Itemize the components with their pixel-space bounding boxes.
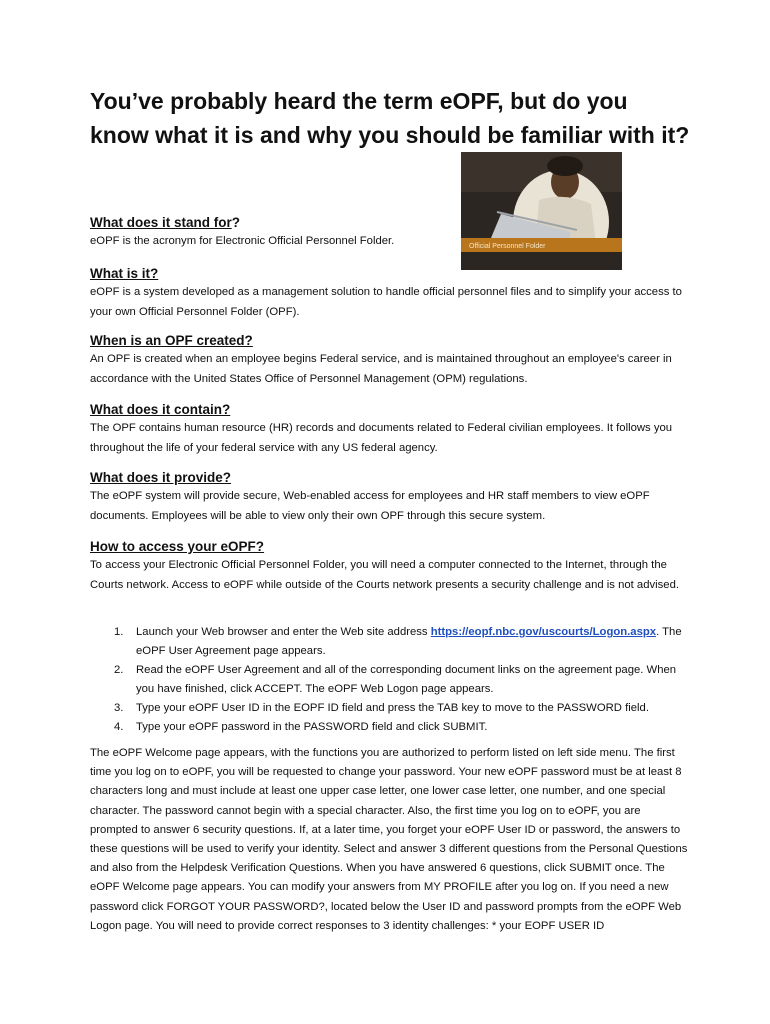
photo-caption: Official Personnel Folder xyxy=(469,243,546,250)
closing-paragraph: The eOPF Welcome page appears, with the functions you are authorized to perform listed on left side menu. The first time you log on to eOPF, you will be requested to change your password. Your new eOPF password must be at least 8 characters long and must include at least one upper case letter, one lower case letter, one number, and one special character. The password cannot begin with a special character. Also, the first time you log on to eOPF, you are prompted to answer 6 security questions. If, at a later time, you forget your eOPF User ID or password, the answers to these questions will be used to verify your identity. Select and answer 3 different questions from the Personal Questions and also from the Helpdesk Verification Questions. When you have answered 6 questions, click SUBMIT once. The eOPF Welcome page appears. You can modify your answers from MY PROFILE after you log on. If you need a new password click FORGOT YOUR PASSWORD?, located below the User ID and password prompts from the eOPF Web Logon page. You will need to provide correct responses to 3 identity challenges: * your EOPF USER ID xyxy=(90,747,688,932)
section-body-access: To access your Electronic Official Personnel Folder, you will need a computer connected to the Internet, through the Courts network. Access to eOPF while outside of the Courts network presents a security challenge and is not advised. xyxy=(90,559,679,591)
section-heading-when-created: When is an OPF created? xyxy=(90,333,253,348)
page-title: You’ve probably heard the term eOPF, but do you know what it is and why you should be familiar with it? xyxy=(90,88,690,148)
section-heading-contain: What does it contain? xyxy=(90,402,231,417)
section-heading-what-is-it: What is it? xyxy=(90,266,159,281)
section-body-what-is-it: eOPF is a system developed as a management solution to handle official personnel files and to simplify your access to your own Official Personnel Folder (OPF). xyxy=(90,286,682,318)
section-heading-stand-for: What does it stand for? xyxy=(90,215,240,230)
section-heading-provide: What does it provide? xyxy=(90,470,232,485)
woman-with-laptop-image xyxy=(461,152,622,270)
list-item: 1. Launch your Web browser and enter the Web site address https://eopf.nbc.gov/uscourts/Logon.aspx. The eOPF User Agreement page appears. xyxy=(114,626,682,657)
section-body-provide: The eOPF system will provide secure, Web-enabled access for employees and HR staff members to view eOPF documents. Employees will be able to view only their own OPF through this secure system. xyxy=(90,490,650,522)
access-steps-list xyxy=(90,623,690,737)
section-body-when-created: An OPF is created when an employee begins Federal service, and is maintained throughout an employee's career in accordance with the United States Office of Personnel Management (OPM) regulations. xyxy=(90,353,672,385)
list-item: 3. Type your eOPF User ID in the EOPF ID field and press the TAB key to move to the PASSWORD field. xyxy=(114,702,649,714)
section-body-stand-for: eOPF is the acronym for Electronic Official Personnel Folder. xyxy=(90,235,395,247)
list-item: 2. Read the eOPF User Agreement and all of the corresponding document links on the agreement page. When you have finished, click ACCEPT. The eOPF Web Logon page appears. xyxy=(114,664,677,695)
section-body-contain: The OPF contains human resource (HR) records and documents related to Federal civilian employees. It follows you throughout the life of your federal service with any US federal agency. xyxy=(90,422,673,454)
eopf-photo xyxy=(461,152,622,270)
list-item: 4. Type your eOPF password in the PASSWORD field and click SUBMIT. xyxy=(114,721,488,733)
eopf-logon-link[interactable]: https://eopf.nbc.gov/uscourts/Logon.aspx xyxy=(430,626,657,638)
section-heading-access: How to access your eOPF? xyxy=(90,539,265,554)
